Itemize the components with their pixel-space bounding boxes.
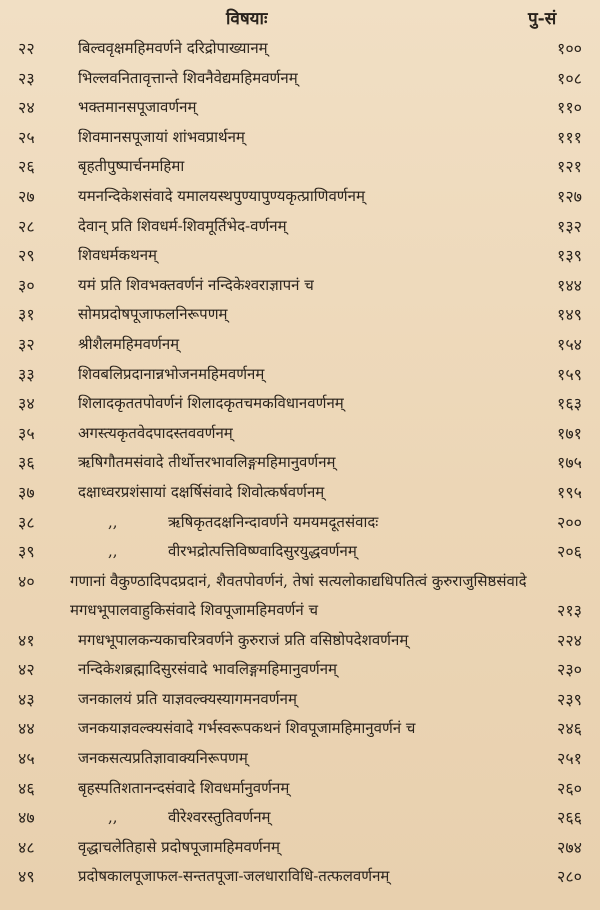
chapter-number: २३ — [18, 68, 35, 88]
chapter-title: यमं प्रति शिवभक्तवर्णनं नन्दिकेश्वराज्ञापनं च — [78, 275, 314, 294]
page-number: २३९ — [557, 689, 582, 709]
contents-row — [0, 685, 600, 715]
chapter-title: जनकालयं प्रति याज्ञवल्क्यस्यागमनवर्णनम् — [78, 689, 297, 708]
chapter-title: नन्दिकेशब्रह्मादिसुरसंवादे भावलिङ्गमहिमानुवर्णनम् — [78, 660, 338, 679]
chapter-title: ऋषिकृतदक्षनिन्दावर्णने यमयमदूतसंवादः — [168, 512, 379, 531]
page-number: १७५ — [557, 453, 582, 473]
chapter-title: शिवमानसपूजायां शांभवप्रार्थनम् — [78, 127, 245, 146]
contents-row — [0, 774, 600, 804]
chapter-number: ३२ — [18, 334, 35, 354]
contents-row — [0, 803, 600, 833]
chapter-number: ३६ — [18, 453, 35, 473]
chapter-number: ४८ — [18, 837, 35, 857]
chapter-title: अगस्त्यकृतवेदपादस्तववर्णनम् — [78, 423, 233, 442]
chapter-number: ३० — [18, 275, 35, 295]
page-number: २२४ — [557, 630, 582, 650]
page-number: १२१ — [557, 157, 582, 177]
chapter-number: ३५ — [18, 423, 35, 443]
chapter-number: २५ — [18, 127, 35, 147]
chapter-number: २८ — [18, 216, 35, 236]
chapter-number: २९ — [18, 246, 35, 266]
contents-row — [0, 64, 600, 94]
chapter-title: शिलादकृततपोवर्णनं शिलादकृतचमकविधानवर्णनम् — [78, 394, 344, 413]
chapter-number: ४६ — [18, 778, 35, 798]
ditto-mark: ,, — [108, 512, 118, 531]
chapter-number: ४९ — [18, 867, 35, 887]
chapter-title: शिवबलिप्रदानान्नभोजनमहिमवर्णनम् — [78, 364, 265, 383]
table-header — [0, 0, 600, 34]
page-number: १९५ — [557, 482, 582, 502]
page-number: १७१ — [557, 423, 582, 443]
contents-row — [0, 93, 600, 123]
chapter-title: जनकयाज्ञवल्क्यसंवादे गर्भस्वरूपकथनं शिवपूजामहिमानुवर्णनं च — [78, 719, 416, 738]
page-number: १६३ — [557, 394, 582, 414]
chapter-number: २७ — [18, 186, 35, 206]
contents-row — [0, 626, 600, 656]
chapter-number: ४२ — [18, 660, 35, 680]
chapter-title: यमनन्दिकेशसंवादे यमालयस्थपुण्यापुण्यकृत्प्राणिवर्णनम् — [78, 186, 365, 205]
ditto-mark: ,, — [108, 808, 118, 827]
chapter-number: २४ — [18, 98, 35, 118]
chapter-number: ४३ — [18, 689, 35, 709]
chapter-title: प्रदोषकालपूजाफल-सन्ततपूजा-जलधाराविधि-तत्फलवर्णनम् — [78, 867, 390, 886]
chapter-number: ४४ — [18, 719, 35, 739]
chapter-title: बृहस्पतिशतानन्दसंवादे शिवधर्मानुवर्णनम् — [78, 778, 290, 797]
chapter-title: गणानां वैकुण्ठादिपदप्रदानं, शैवतपोवर्णनं, तेषां सत्यलोकाद्यधिपतित्वं कुरुराजुसिष्ठसंवादे मगधभूपालवाहुकिसंवादे शिवपूजामहिमवर्णनं च — [70, 571, 527, 619]
contents-row — [0, 212, 600, 242]
chapter-title: भक्तमानसपूजावर्णनम् — [78, 98, 197, 117]
contents-row — [0, 862, 600, 892]
chapter-title: बृहतीपुष्पार्चनमहिमा — [78, 157, 185, 176]
chapter-title: वीरभद्रोत्पत्तिविष्ण्वादिसुरयुद्धवर्णनम् — [168, 542, 357, 561]
contents-row — [0, 478, 600, 508]
page-number: १४९ — [557, 305, 582, 325]
page-number: २७४ — [557, 837, 582, 857]
contents-row — [0, 34, 600, 64]
page-number: १०८ — [557, 68, 582, 88]
page-number: १४४ — [557, 275, 582, 295]
contents-row — [0, 714, 600, 744]
ditto-mark: ,, — [108, 542, 118, 561]
chapter-number: ३७ — [18, 482, 35, 502]
contents-row — [0, 567, 600, 626]
contents-row — [0, 182, 600, 212]
chapter-title: भिल्लवनितावृत्तान्ते शिवनैवेद्यमहिमवर्णनम् — [78, 68, 298, 87]
page-number: २०६ — [557, 542, 582, 562]
chapter-number: ४७ — [18, 808, 35, 828]
chapter-title: वीरेश्वरस्तुतिवर्णनम् — [168, 808, 271, 827]
page-number: १११ — [557, 127, 582, 147]
chapter-title: ऋषिगौतमसंवादे तीर्थोत्तरभावलिङ्गमहिमानुवर्णनम् — [78, 453, 336, 472]
contents-row — [0, 271, 600, 301]
subject-column-header: विषयाः — [226, 9, 268, 29]
page-number: १०० — [557, 39, 582, 58]
chapter-number: ३८ — [18, 512, 35, 532]
chapter-number: २२ — [18, 39, 35, 58]
chapter-number: ३९ — [18, 542, 35, 562]
chapter-number: ३४ — [18, 394, 35, 414]
contents-row — [0, 330, 600, 360]
contents-row — [0, 744, 600, 774]
contents-row — [0, 241, 600, 271]
chapter-title: जनकसत्यप्रतिज्ञावाक्यनिरूपणम् — [78, 749, 248, 768]
page-number: २८० — [557, 867, 582, 887]
page-number: १५९ — [557, 364, 582, 384]
page-column-header: पु-सं — [528, 9, 557, 29]
page-number: ११० — [557, 98, 582, 118]
chapter-number: ३१ — [18, 305, 35, 325]
page-number: २५१ — [557, 749, 582, 769]
page-number: १३२ — [557, 216, 582, 236]
chapter-number: ३३ — [18, 364, 35, 384]
chapter-number: ४१ — [18, 630, 35, 650]
page-number: १५४ — [557, 334, 582, 354]
page-number: २६६ — [557, 808, 582, 828]
chapter-number: २६ — [18, 157, 35, 177]
contents-row — [0, 360, 600, 390]
page-number: २३० — [557, 660, 582, 680]
chapter-number: ४० — [18, 571, 35, 591]
contents-row — [0, 152, 600, 182]
contents-row — [0, 419, 600, 449]
page-number: २६० — [557, 778, 582, 798]
chapter-number: ४५ — [18, 749, 35, 769]
contents-row — [0, 655, 600, 685]
contents-row — [0, 537, 600, 567]
page-number: १२७ — [557, 186, 582, 206]
page-number: २१३ — [557, 600, 582, 620]
contents-list — [0, 34, 600, 892]
contents-row — [0, 833, 600, 863]
chapter-title: बिल्ववृक्षमहिमवर्णने दरिद्रोपाख्यानम् — [78, 39, 268, 57]
chapter-title: वृद्धाचलेतिहासे प्रदोषपूजामहिमवर्णनम् — [78, 837, 280, 856]
contents-row — [0, 448, 600, 478]
contents-row — [0, 389, 600, 419]
chapter-title: मगधभूपालकन्यकाचरित्रवर्णने कुरुराजं प्रति वसिष्ठोपदेशवर्णनम् — [78, 630, 409, 649]
page-number: २४६ — [557, 719, 582, 739]
contents-row — [0, 300, 600, 330]
contents-row — [0, 508, 600, 538]
chapter-title: श्रीशैलमहिमवर्णनम् — [78, 334, 180, 353]
chapter-title: शिवधर्मकथनम् — [78, 246, 158, 265]
page-number: १३९ — [557, 246, 582, 266]
chapter-title: दक्षाध्वरप्रशंसायां दक्षर्षिसंवादे शिवोत्कर्षवर्णनम् — [78, 482, 325, 501]
chapter-title: देवान् प्रति शिवधर्म-शिवमूर्तिभेद-वर्णनम् — [78, 216, 287, 235]
contents-row — [0, 123, 600, 153]
page-number: २०० — [557, 512, 582, 532]
chapter-title: सोमप्रदोषपूजाफलनिरूपणम् — [78, 305, 228, 324]
